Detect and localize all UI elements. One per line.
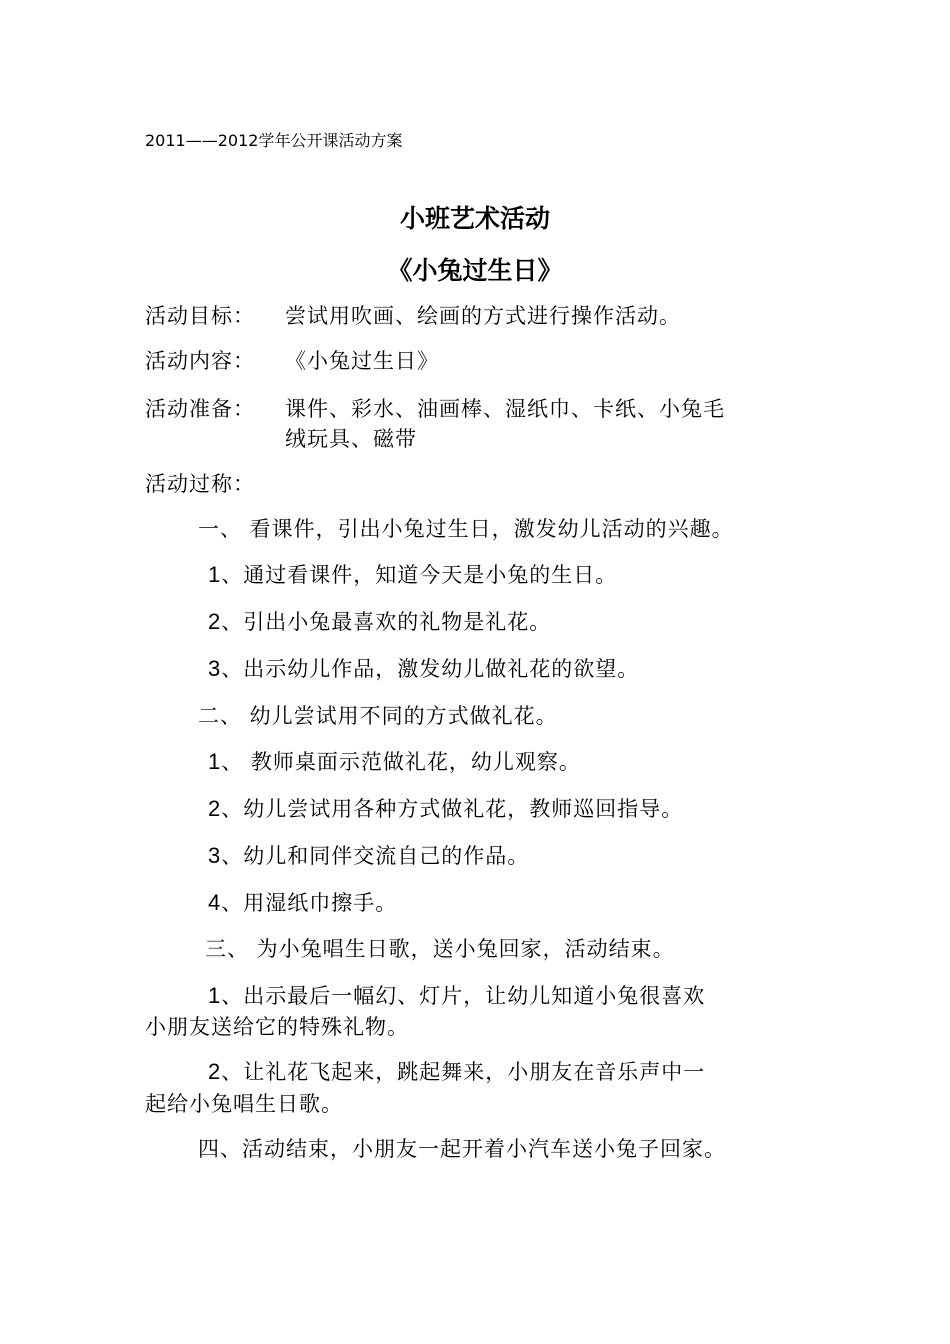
step-2-2 [208, 795, 683, 823]
step-4-heading: 四、活动结束，小朋友一起开着小汽车送小兔子回家。 [198, 1137, 726, 1161]
document-subtitle: 《小兔过生日》 [387, 256, 563, 285]
step-1-1 [208, 561, 617, 589]
step-number: 1 [208, 749, 222, 774]
step-1-3 [208, 655, 639, 683]
prep-label: 活动准备： [145, 397, 255, 421]
step-number: 4 [208, 890, 222, 915]
step-number: 3 [208, 843, 222, 868]
document-title: 小班艺术活动 [399, 204, 550, 233]
step-text: 、 教师桌面示范做礼花，幼儿观察。 [221, 750, 581, 774]
step-text: 、让礼花飞起来，跳起舞来，小朋友在音乐声中一 [221, 1060, 706, 1084]
step-3-2-line1 [208, 1058, 705, 1086]
step-text: 、引出小兔最喜欢的礼物是礼花。 [221, 610, 552, 634]
step-text: 、幼儿和同伴交流自己的作品。 [221, 844, 530, 868]
step-number: 1 [208, 562, 222, 587]
step-number: 2 [208, 609, 222, 634]
step-2-heading: 二、 幼儿尝试用不同的方式做礼花。 [198, 704, 558, 728]
step-number: 2 [208, 1059, 222, 1084]
step-number: 2 [208, 796, 222, 821]
prep-value-line2: 绒玩具、磁带 [285, 427, 417, 451]
step-2-4 [208, 889, 397, 917]
step-3-1-line2: 小朋友送给它的特殊礼物。 [145, 1015, 409, 1039]
step-2-3 [208, 842, 529, 870]
step-text: 、用湿纸巾擦手。 [221, 891, 398, 915]
step-1-2 [208, 608, 551, 636]
content-value: 《小兔过生日》 [285, 349, 439, 373]
step-number: 1 [208, 983, 222, 1008]
goal-label: 活动目标： [145, 304, 255, 328]
step-3-2-line2: 起给小兔唱生日歌。 [145, 1092, 343, 1116]
prep-value-line1: 课件、彩水、油画棒、湿纸巾、卡纸、小兔毛 [285, 397, 725, 421]
step-text: 、幼儿尝试用各种方式做礼花，教师巡回指导。 [221, 797, 684, 821]
step-text: 、出示幼儿作品，激发幼儿做礼花的欲望。 [221, 657, 640, 681]
step-2-1 [208, 748, 581, 776]
step-text: 、出示最后一幅幻、灯片，让幼儿知道小兔很喜欢 [221, 984, 706, 1008]
step-1-heading: 一、 看课件，引出小兔过生日，激发幼儿活动的兴趣。 [198, 517, 734, 541]
step-text: 、通过看课件，知道今天是小兔的生日。 [221, 563, 618, 587]
document-header: 2011——2012学年公开课活动方案 [145, 131, 403, 150]
process-label: 活动过称： [145, 472, 255, 496]
step-3-heading: 三、 为小兔唱生日歌，送小兔回家，活动结束。 [205, 937, 675, 961]
goal-value: 尝试用吹画、绘画的方式进行操作活动。 [285, 304, 681, 328]
step-3-1-line1 [208, 982, 705, 1010]
content-label: 活动内容： [145, 349, 255, 373]
step-number: 3 [208, 656, 222, 681]
